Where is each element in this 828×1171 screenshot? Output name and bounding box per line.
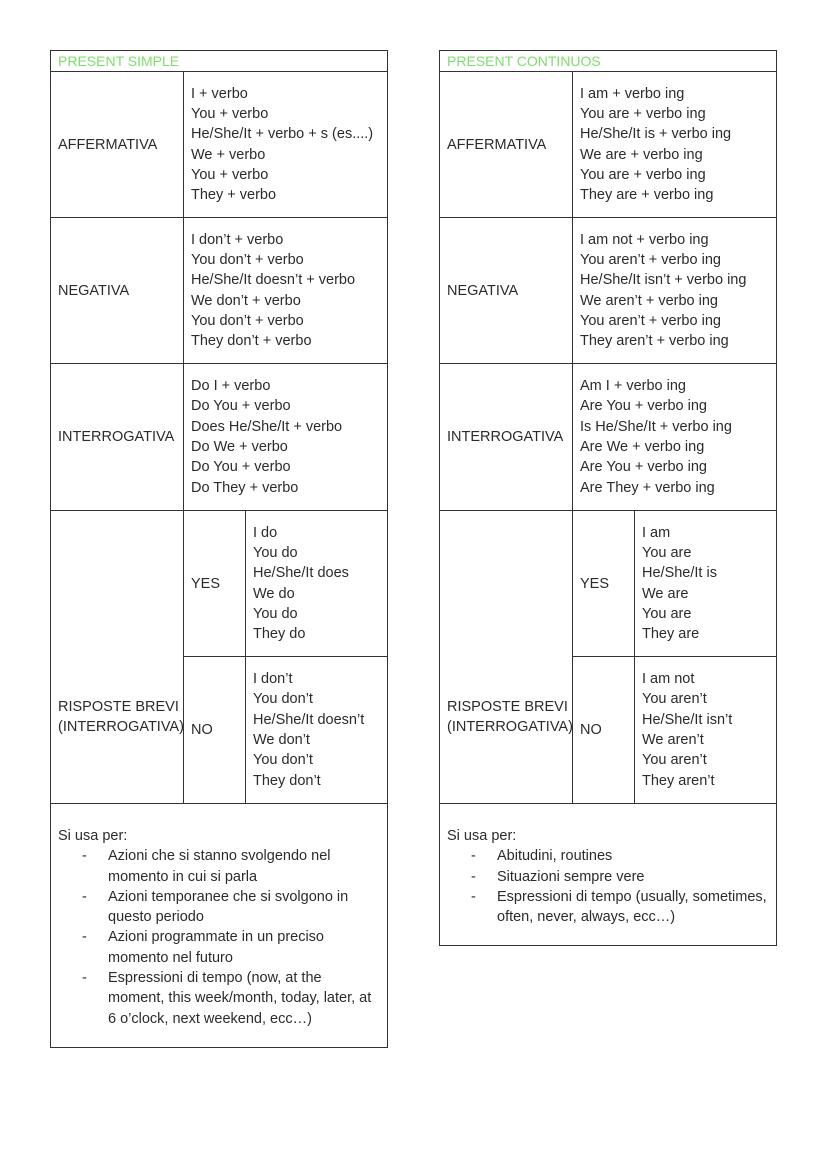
usage-item: - Azioni che si stanno svolgendo nel momento in cui si parla (58, 846, 380, 887)
usage-item: - Abitudini, routines (447, 846, 769, 866)
risposte-brevi-row (51, 511, 387, 804)
form-line: He/She/It doesn’t (253, 711, 365, 728)
form-line: You don’t + verbo (191, 312, 304, 329)
row-label (51, 511, 184, 803)
form-line: They + verbo (191, 187, 277, 204)
form-line: They aren’t + verbo ing (580, 333, 729, 350)
form-list (184, 218, 387, 363)
form-line: I + verbo (191, 85, 248, 102)
form-line: He/She/It does (253, 565, 349, 582)
no-label: NO (184, 657, 246, 803)
usage-section (51, 804, 387, 1047)
form-line: We are + verbo ing (580, 146, 703, 163)
usage-heading: Si usa per: (447, 828, 517, 844)
form-line: We don’t + verbo (191, 292, 301, 309)
form-line: I am (642, 524, 671, 541)
usage-item: - Situazioni sempre vere (447, 867, 769, 887)
usage-item: - Espressioni di tempo (now, at the moment, this week/month, today, later, at 6 o’clock, next weekend, ecc…) (58, 968, 380, 1029)
form-line: You + verbo (191, 105, 269, 122)
usage-item: - Azioni temporanee che si svolgono in questo periodo (58, 887, 380, 928)
form-line: They don’t + verbo (191, 333, 312, 350)
interrogativa-row (440, 364, 776, 511)
form-line: We do (253, 585, 295, 602)
form-line: Do You + verbo (191, 398, 291, 415)
form-line: We are (642, 585, 689, 602)
form-line: We + verbo (191, 146, 266, 163)
form-list (573, 72, 776, 217)
row-label: INTERROGATIVA (440, 364, 573, 510)
form-line: They aren’t (642, 772, 715, 789)
form-list (184, 364, 387, 510)
form-line: Do I + verbo (191, 378, 271, 395)
form-list (635, 511, 776, 656)
row-label: NEGATIVA (440, 218, 573, 363)
usage-section (440, 804, 776, 945)
no-label: NO (573, 657, 635, 803)
row-label: NEGATIVA (51, 218, 184, 363)
usage-list (58, 846, 380, 1029)
form-line: They are + verbo ing (580, 187, 714, 204)
form-list (246, 511, 387, 656)
form-line: Is He/She/It + verbo ing (580, 418, 732, 435)
form-line: He/She/It + verbo + s (es....) (191, 126, 374, 143)
yes-label: YES (184, 511, 246, 656)
form-line: You aren’t + verbo ing (580, 312, 721, 329)
form-line: He/She/It doesn’t + verbo (191, 272, 356, 289)
form-list (635, 657, 776, 803)
yes-no-block (573, 511, 776, 803)
form-line: Do We + verbo (191, 439, 288, 455)
form-line: They do (253, 626, 306, 643)
form-line: He/She/It isn’t + verbo ing (580, 272, 747, 289)
form-line: Do You + verbo (191, 459, 291, 476)
risposte-brevi-row (440, 511, 776, 804)
form-line: You don’t (253, 752, 313, 769)
affermativa-row (51, 72, 387, 218)
table-title: PRESENT CONTINUOS (440, 51, 776, 72)
usage-item: - Espressioni di tempo (usually, sometimes, often, never, always, ecc…) (447, 887, 769, 928)
form-line: We aren’t (642, 732, 704, 748)
form-line: I am not + verbo ing (580, 231, 709, 248)
yes-label: YES (573, 511, 635, 656)
form-line: Are We + verbo ing (580, 439, 705, 455)
form-line: You don’t (253, 691, 313, 708)
usage-item: - Azioni programmate in un preciso momento nel futuro (58, 927, 380, 968)
form-line: You aren’t + verbo ing (580, 251, 721, 268)
usage-list (447, 846, 769, 927)
interrogativa-row (51, 364, 387, 511)
yes-row (184, 511, 387, 657)
row-label: INTERROGATIVA (51, 364, 184, 510)
form-line: He/She/It isn’t (642, 711, 733, 728)
form-line: You do (253, 544, 298, 561)
form-line: Are You + verbo ing (580, 398, 707, 415)
present-simple-table (50, 50, 388, 1048)
form-line: You + verbo (191, 166, 269, 183)
affermativa-row (440, 72, 776, 218)
yes-no-block (184, 511, 387, 803)
form-line: You don’t + verbo (191, 251, 304, 268)
form-line: He/She/It is + verbo ing (580, 126, 732, 143)
row-label-line: (INTERROGATIVA) (447, 719, 573, 735)
row-label-line: RISPOSTE BREVI (447, 699, 568, 715)
form-line: We aren’t + verbo ing (580, 292, 718, 309)
form-list (184, 72, 387, 217)
form-list (573, 218, 776, 363)
table-title: PRESENT SIMPLE (51, 51, 387, 72)
form-list (573, 364, 776, 510)
row-label-line: (INTERROGATIVA) (58, 719, 184, 735)
no-row (573, 657, 776, 803)
form-line: I don’t + verbo (191, 231, 284, 248)
form-line: You aren’t (642, 691, 707, 708)
row-label: AFFERMATIVA (51, 72, 184, 217)
form-list (246, 657, 387, 803)
form-line: Does He/She/It + verbo (191, 418, 343, 435)
form-line: You are + verbo ing (580, 166, 706, 183)
usage-heading: Si usa per: (58, 828, 128, 844)
form-line: Do They + verbo (191, 479, 299, 496)
form-line: I don’t (253, 671, 293, 688)
form-line: I am + verbo ing (580, 85, 685, 102)
row-label-line: RISPOSTE BREVI (58, 699, 179, 715)
row-label (440, 511, 573, 803)
form-line: Am I + verbo ing (580, 378, 686, 395)
form-line: You are + verbo ing (580, 105, 706, 122)
form-line: Are They + verbo ing (580, 479, 715, 496)
form-line: We don’t (253, 732, 310, 748)
form-line: They don’t (253, 772, 321, 789)
form-line: Are You + verbo ing (580, 459, 707, 476)
form-line: I do (253, 524, 278, 541)
negativa-row (440, 218, 776, 364)
form-line: You are (642, 605, 692, 622)
form-line: You are (642, 544, 692, 561)
form-line: You aren’t (642, 752, 707, 769)
form-line: You do (253, 605, 298, 622)
row-label: AFFERMATIVA (440, 72, 573, 217)
form-line: I am not (642, 671, 695, 688)
present-continuous-table (439, 50, 777, 946)
form-line: They are (642, 626, 700, 643)
yes-row (573, 511, 776, 657)
form-line: He/She/It is (642, 565, 717, 582)
negativa-row (51, 218, 387, 364)
no-row (184, 657, 387, 803)
